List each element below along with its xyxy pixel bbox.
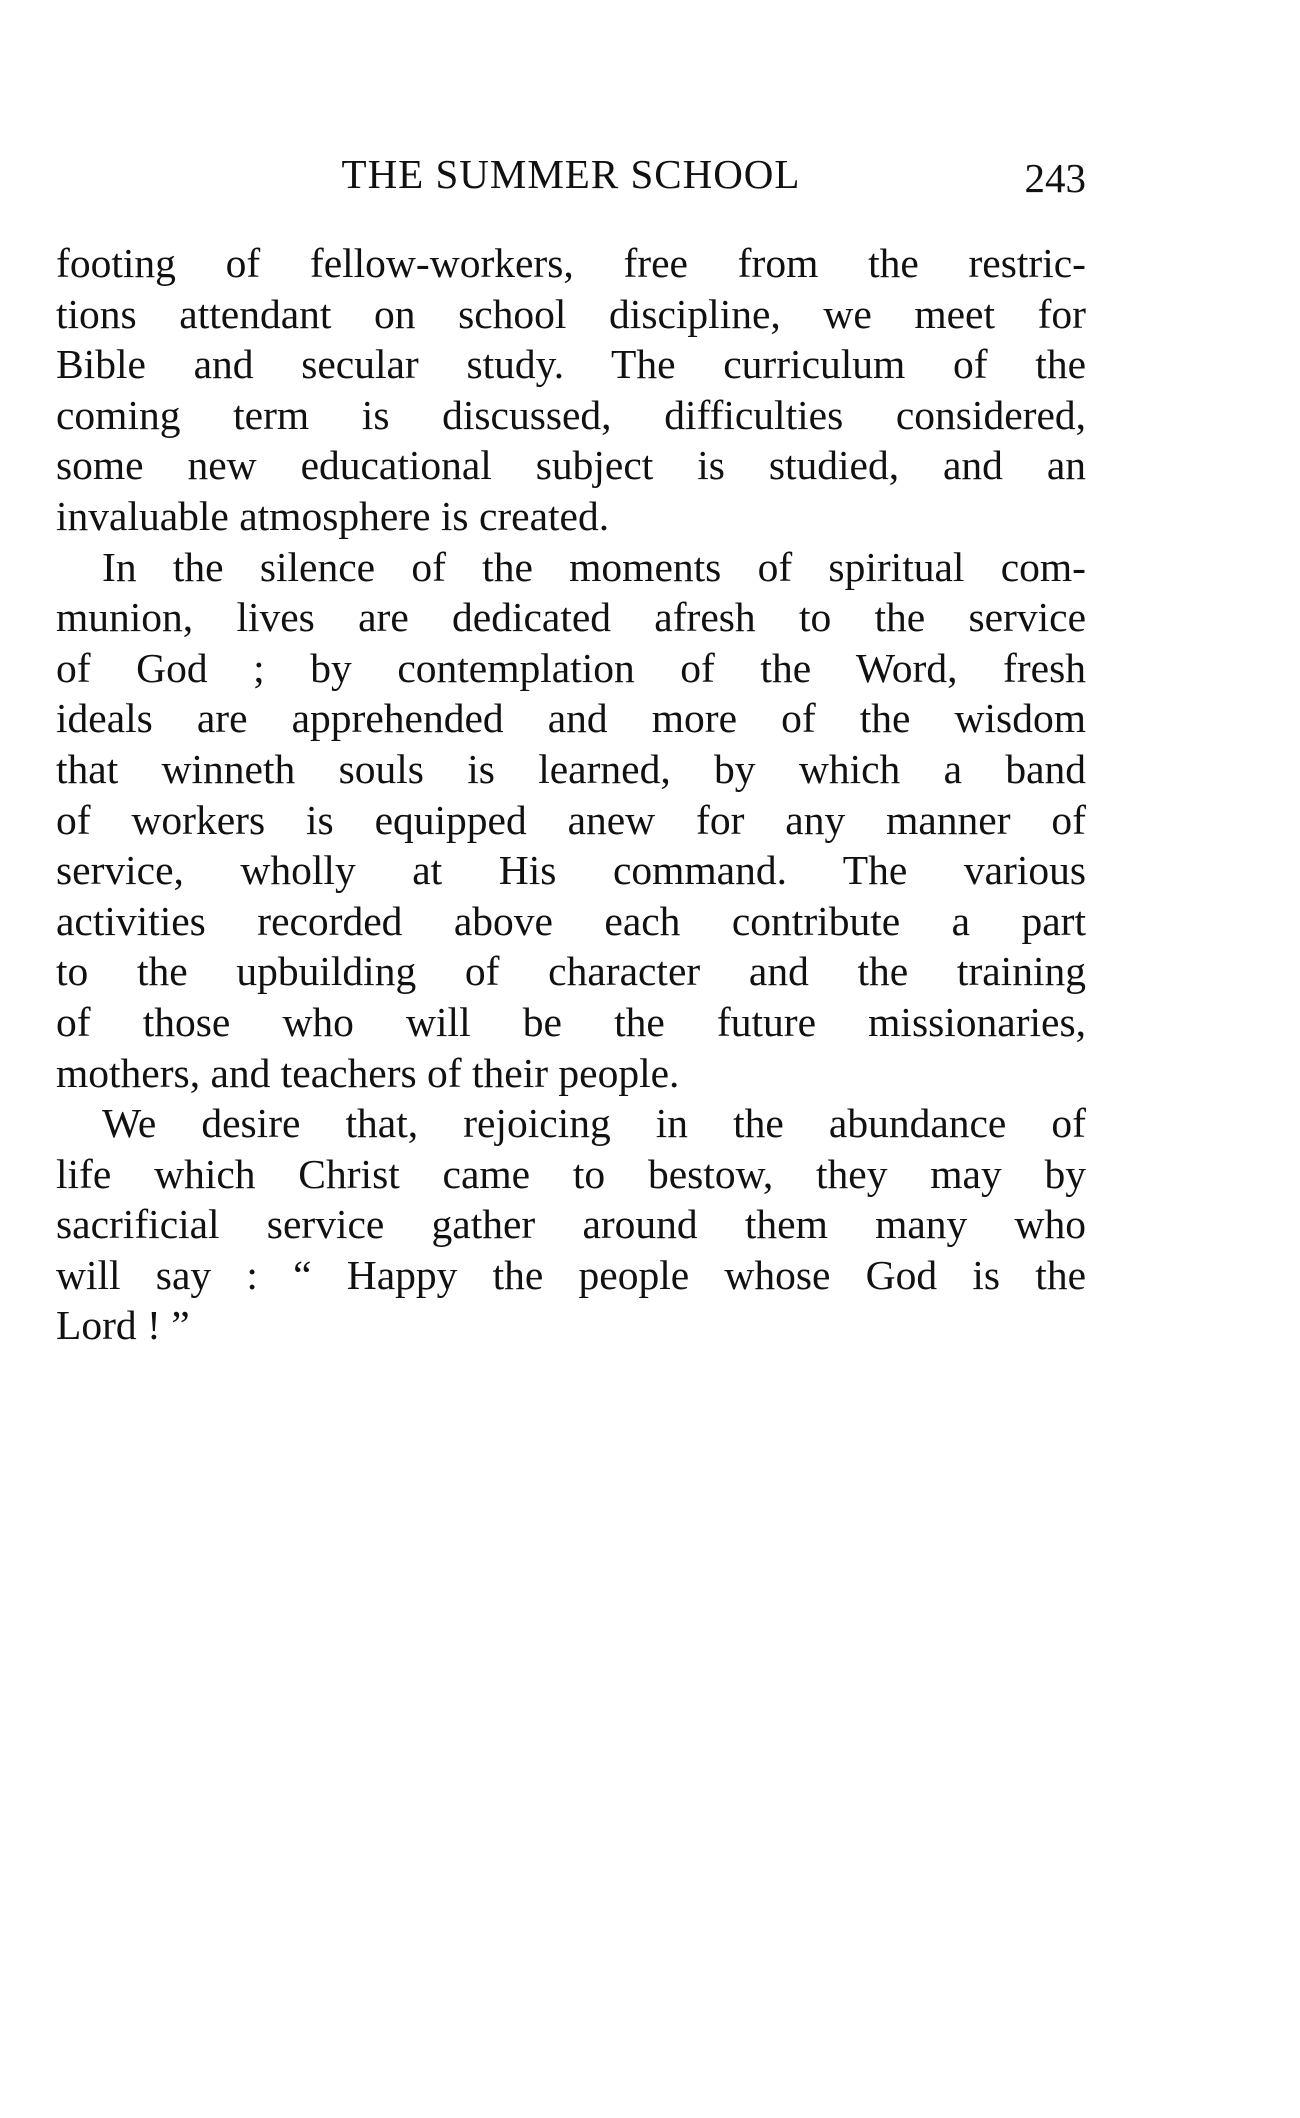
text-line: mothers, and teachers of their people. xyxy=(56,1049,680,1096)
text-line: footing of fellow-workers, free from the restric- xyxy=(56,240,1086,286)
text-line: Bible and secular study. The curriculum of the xyxy=(56,341,1086,388)
text-line: to the upbuilding of character and the training xyxy=(56,948,1086,995)
text-line: invaluable atmosphere is created. xyxy=(56,492,610,539)
text-line: We desire that, rejoicing in the abundance of xyxy=(102,1100,1086,1147)
paragraph-2 xyxy=(56,542,1086,1099)
text-line: life which Christ came to bestow, they may by xyxy=(56,1150,1086,1197)
text-line: tions attendant on school discipline, we meet for xyxy=(56,290,1086,337)
paragraph-1 xyxy=(56,238,1086,542)
text-line: sacrificial service gather around them many who xyxy=(56,1201,1086,1248)
text-line: that winneth souls is learned, by which a band xyxy=(56,745,1086,792)
running-title: THE SUMMER SCHOOL xyxy=(341,151,801,197)
text-line: of workers is equipped anew for any manner of xyxy=(56,796,1086,843)
text-line: activities recorded above each contribute a part xyxy=(56,897,1086,944)
text-line: service, wholly at His command. The various xyxy=(56,847,1086,894)
text-line: will say : “ Happy the people whose God is the xyxy=(56,1251,1086,1298)
paragraph-3 xyxy=(56,1098,1086,1351)
text-line: ideals are apprehended and more of the wisdom xyxy=(56,695,1086,742)
text-line: of those who will be the future missionaries, xyxy=(56,998,1086,1045)
text-line: Lord ! ” xyxy=(56,1302,190,1349)
page-number: 243 xyxy=(1024,155,1086,201)
text-line: coming term is discussed, difficulties considered, xyxy=(56,391,1086,438)
body-text xyxy=(56,238,1086,1351)
text-line: In the silence of the moments of spiritual com- xyxy=(102,543,1086,590)
text-line: some new educational subject is studied, and an xyxy=(56,442,1086,489)
text-line: of God ; by contemplation of the Word, fresh xyxy=(56,644,1086,691)
running-head xyxy=(56,150,1086,210)
text-line: munion, lives are dedicated afresh to the service xyxy=(56,594,1086,641)
